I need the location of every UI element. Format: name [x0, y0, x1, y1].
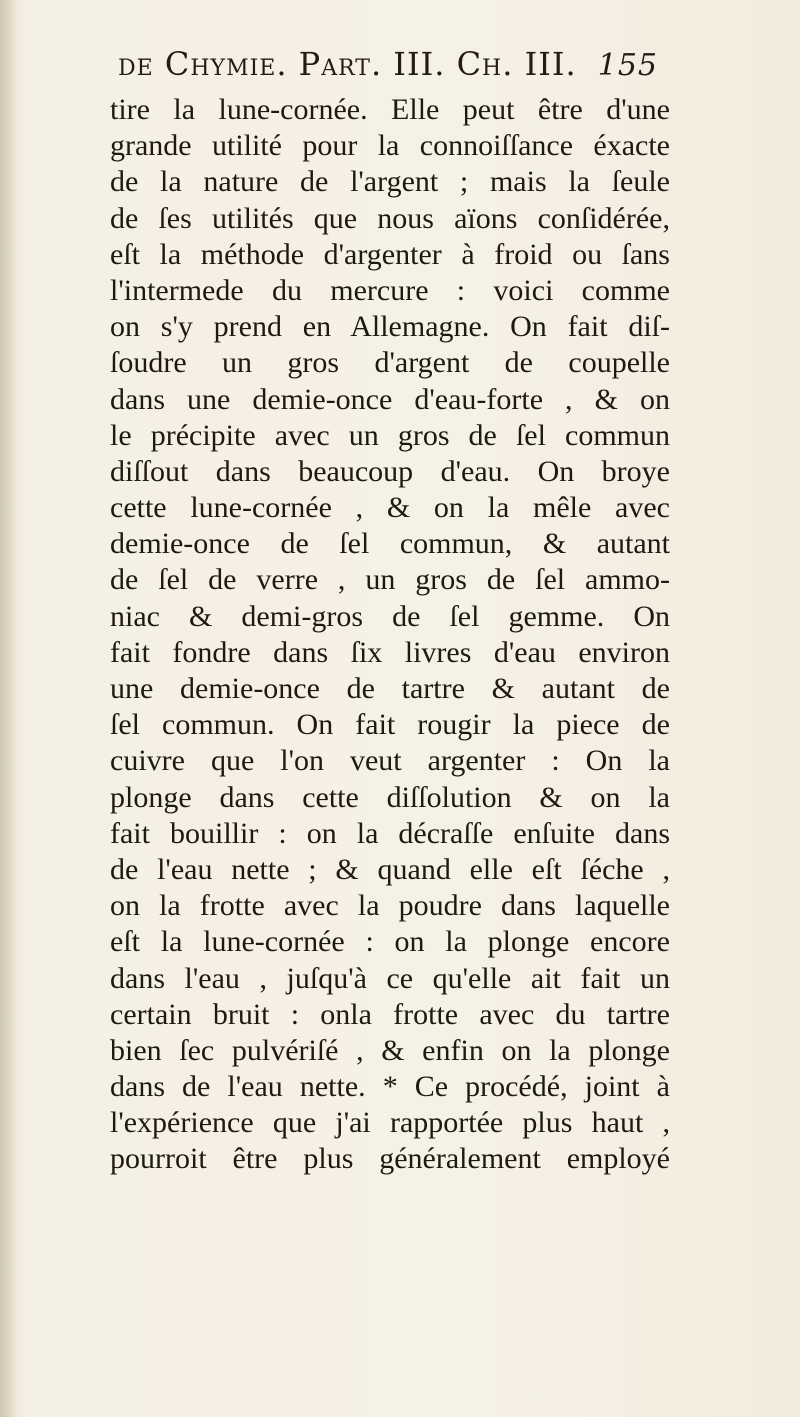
text-line: grande utilité pour la connoiſſance éxacte: [110, 129, 670, 163]
running-head-title: de Chymie. Part. III. Ch. III.: [118, 45, 577, 83]
text-line: pourroit être plus généralement employé: [110, 1142, 670, 1176]
text-line: tire la lune-cornée. Elle peut être d'une: [110, 93, 670, 126]
body-text: [110, 92, 670, 1178]
text-line: on s'y prend en Allemagne. On fait diſ-: [110, 310, 670, 344]
text-line: plonge dans cette diſſolution & on la: [110, 780, 670, 814]
text-line: on la frotte avec la poudre dans laquelle: [110, 889, 670, 923]
text-line: demie-once de ſel commun, & autant: [110, 527, 670, 561]
text-line: niac & demi-gros de ſel gemme. On: [110, 599, 670, 633]
text-line: l'expérience que j'ai rapportée plus haut ,: [110, 1106, 670, 1140]
text-line: l'intermede du mercure : voici comme: [110, 273, 670, 307]
text-line: une demie-once de tartre & autant de: [110, 672, 670, 705]
page-number: 155: [597, 48, 658, 83]
text-line: fait bouillir : on la décraſſe enſuite dans: [110, 816, 670, 850]
text-line: ſoudre un gros d'argent de coupelle: [110, 346, 670, 380]
text-line: bien ſec pulvériſé , & enfin on la plonge: [110, 1033, 670, 1067]
text-line: cuivre que l'on veut argenter : On la: [110, 744, 670, 778]
text-line: dans l'eau , juſqu'à ce qu'elle ait fait un: [110, 961, 670, 995]
running-head: [118, 45, 658, 91]
text-line: dans une demie-once d'eau-forte , & on: [110, 382, 670, 416]
text-line: certain bruit : onla frotte avec du tartre: [110, 997, 670, 1031]
text-line: de l'eau nette ; & quand elle eſt ſéche ,: [110, 852, 670, 886]
gutter-shadow: [0, 0, 18, 1417]
text-line: fait fondre dans ſix livres d'eau environ: [110, 635, 670, 669]
text-line: dans de l'eau nette. * Ce procédé, joint à: [110, 1070, 670, 1104]
text-line: eſt la lune-cornée : on la plonge encore: [110, 925, 670, 959]
text-line: de la nature de l'argent ; mais la ſeule: [110, 165, 670, 199]
text-line: de ſel de verre , un gros de ſel ammo-: [110, 563, 670, 597]
text-line: ſel commun. On fait rougir la piece de: [110, 708, 670, 742]
text-line: cette lune-cornée , & on la mêle avec: [110, 491, 670, 525]
text-line: eſt la méthode d'argenter à froid ou ſans: [110, 237, 670, 271]
text-line: le précipite avec un gros de ſel commun: [110, 418, 670, 452]
text-line: de ſes utilités que nous aïons conſidérée,: [110, 201, 670, 235]
text-line: diſſout dans beaucoup d'eau. On broye: [110, 454, 670, 488]
